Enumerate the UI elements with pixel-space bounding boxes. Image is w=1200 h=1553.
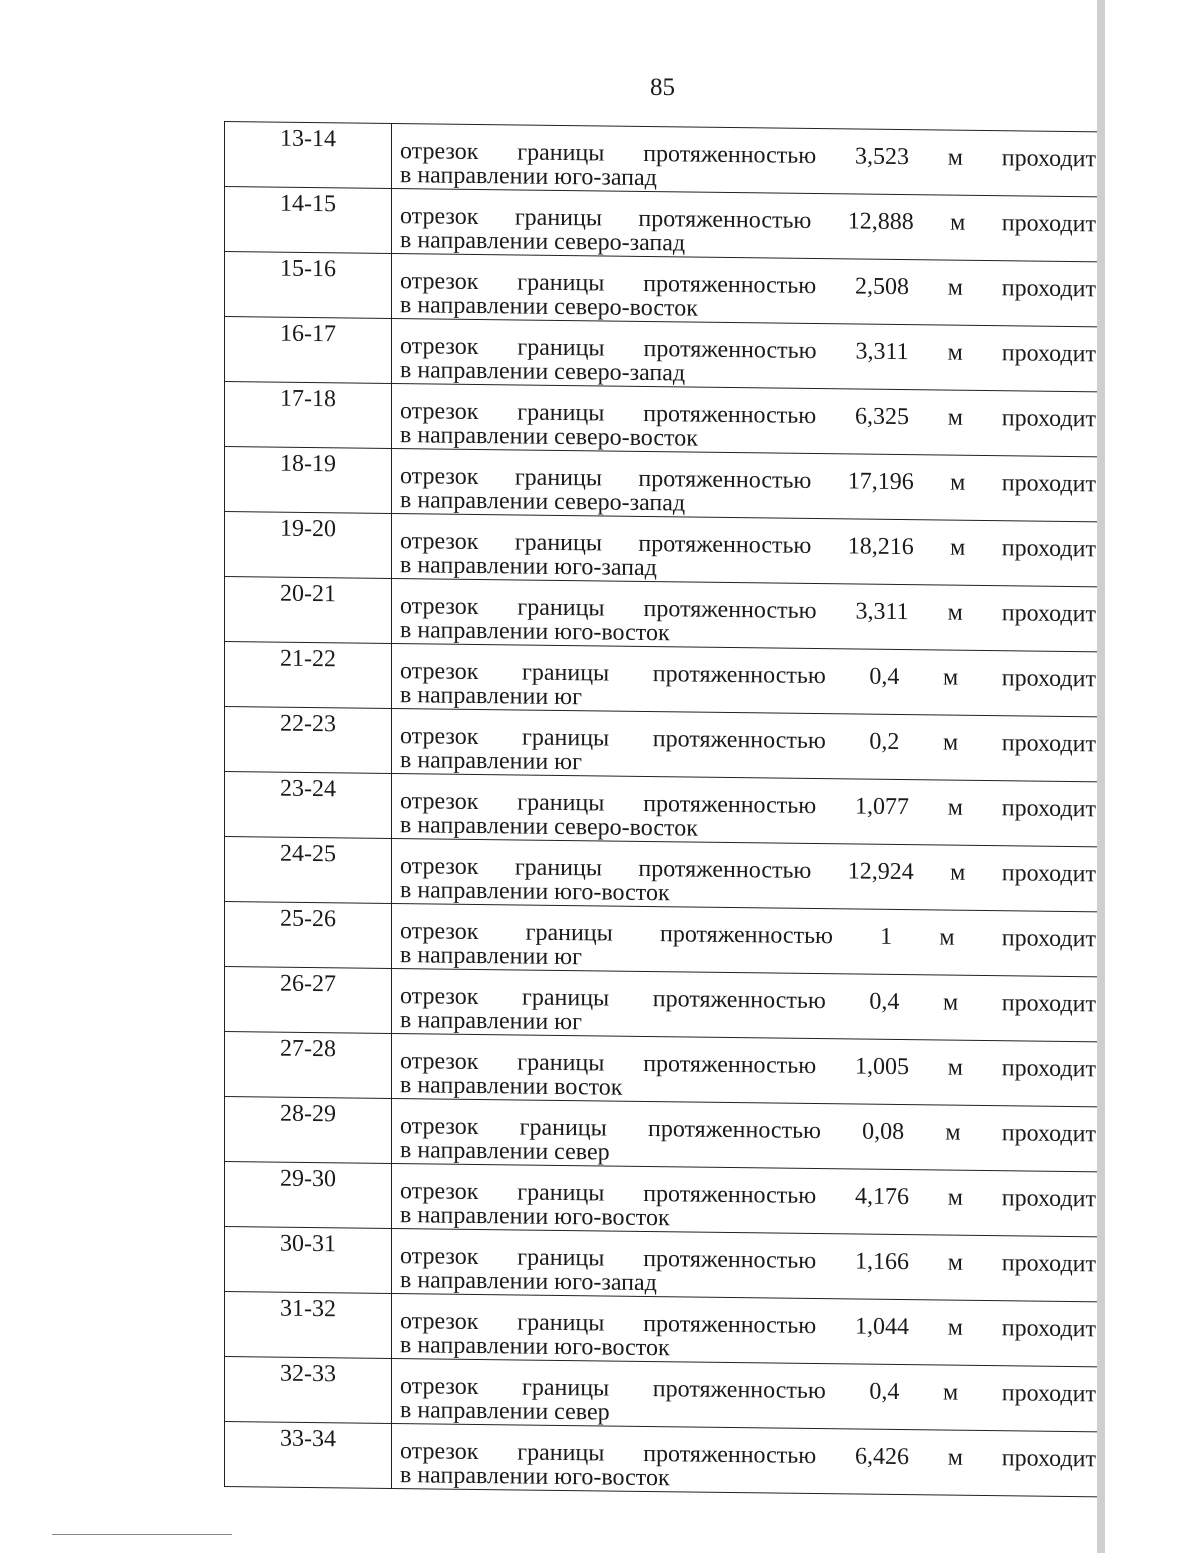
table-row	[225, 447, 1101, 522]
word-segment: отрезок	[400, 138, 479, 166]
description-cell	[392, 1228, 1101, 1301]
segment-label: 13-14	[280, 125, 336, 153]
direction-text: в направлении юго-восток	[400, 877, 670, 907]
description-cell	[392, 773, 1101, 846]
description-cell	[392, 1423, 1101, 1496]
segment-cell	[225, 252, 392, 319]
length-unit: м	[947, 599, 963, 626]
direction-text: в направлении юго-восток	[400, 1462, 670, 1492]
table-row	[225, 707, 1101, 782]
word-length: протяженностью	[643, 1245, 817, 1275]
description-cell	[392, 1098, 1101, 1171]
word-segment: отрезок	[400, 463, 479, 491]
table-row	[225, 317, 1101, 392]
length-unit: м	[942, 1379, 959, 1406]
word-length: протяженностью	[643, 270, 817, 300]
word-length: протяженностью	[643, 1310, 817, 1340]
table-row	[225, 642, 1101, 717]
length-value: 3,311	[855, 598, 909, 626]
length-unit: м	[947, 144, 963, 171]
segment-cell	[225, 1227, 392, 1294]
word-segment: отрезок	[400, 203, 479, 231]
description-cell	[392, 318, 1101, 391]
word-boundary: границы	[517, 1309, 605, 1337]
direction-text: в направлении юго-запад	[400, 162, 657, 192]
word-passes: проходит	[1001, 1185, 1096, 1213]
table-row	[225, 772, 1101, 847]
segment-label: 30-31	[280, 1230, 336, 1258]
direction-text: в направлении юго-восток	[400, 617, 670, 647]
length-unit: м	[947, 1249, 963, 1276]
description-cell	[392, 643, 1101, 716]
description-cell	[392, 578, 1101, 651]
length-value: 18,216	[847, 533, 914, 561]
word-length: протяженностью	[652, 661, 826, 690]
length-value: 1,044	[854, 1313, 909, 1341]
description-cell	[392, 903, 1101, 976]
word-boundary: границы	[519, 1114, 607, 1142]
segment-label: 22-23	[280, 710, 336, 738]
table-row	[225, 967, 1101, 1042]
description-cell	[392, 123, 1101, 196]
description-cell	[392, 188, 1101, 261]
table-row	[225, 1422, 1101, 1497]
word-segment: отрезок	[400, 1308, 479, 1336]
length-value: 12,888	[847, 208, 914, 236]
segment-label: 17-18	[280, 385, 336, 413]
length-unit: м	[950, 469, 966, 496]
length-value: 6,426	[854, 1443, 909, 1471]
word-boundary: границы	[517, 1179, 605, 1207]
segment-label: 24-25	[280, 840, 336, 868]
table-row	[225, 252, 1101, 327]
segment-label: 32-33	[280, 1360, 336, 1388]
word-length: протяженностью	[652, 986, 826, 1015]
word-passes: проходит	[1001, 1445, 1096, 1473]
length-unit: м	[947, 1444, 963, 1471]
word-passes: проходит	[1001, 730, 1096, 758]
word-boundary: границы	[517, 139, 605, 167]
table-row	[225, 1357, 1101, 1432]
direction-text: в направлении северо-восток	[400, 812, 698, 842]
word-segment: отрезок	[400, 788, 479, 816]
word-boundary: границы	[517, 399, 605, 427]
segment-label: 26-27	[280, 970, 336, 998]
table-row	[225, 187, 1101, 262]
segment-label: 29-30	[280, 1165, 336, 1193]
length-unit: м	[942, 989, 959, 1016]
segment-label: 21-22	[280, 645, 336, 673]
segment-cell	[225, 577, 392, 644]
word-segment: отрезок	[400, 1178, 479, 1206]
table-row	[225, 122, 1101, 197]
boundary-table-wrapper	[224, 121, 1101, 1497]
length-value: 12,924	[847, 858, 914, 886]
table-body	[225, 122, 1101, 1497]
word-passes: проходит	[1001, 925, 1096, 953]
table-row	[225, 1097, 1101, 1172]
word-boundary: границы	[514, 529, 602, 557]
word-boundary: границы	[517, 269, 605, 297]
word-passes: проходит	[1001, 1120, 1096, 1148]
length-value: 1	[880, 923, 893, 950]
word-passes: проходит	[1001, 1380, 1096, 1408]
description-cell	[392, 1033, 1101, 1106]
word-passes: проходит	[1001, 665, 1096, 693]
direction-text: в направлении северо-восток	[400, 292, 698, 322]
segment-label: 18-19	[280, 450, 336, 478]
word-passes: проходит	[1001, 145, 1096, 173]
segment-label: 19-20	[280, 515, 336, 543]
direction-text: в направлении восток	[400, 1072, 623, 1101]
word-passes: проходит	[1001, 860, 1096, 888]
direction-text: в направлении север	[400, 1397, 610, 1426]
length-value: 17,196	[847, 468, 914, 496]
direction-text: в направлении северо-запад	[400, 357, 686, 387]
word-segment: отрезок	[400, 918, 479, 946]
scan-edge-bar	[1097, 0, 1105, 1553]
word-length: протяженностью	[643, 790, 817, 820]
word-passes: проходит	[1001, 405, 1096, 433]
segment-label: 31-32	[280, 1295, 336, 1323]
length-unit: м	[947, 274, 963, 301]
word-boundary: границы	[514, 464, 602, 492]
table-row	[225, 1162, 1101, 1237]
segment-cell	[225, 772, 392, 839]
direction-text: в направлении юго-запад	[400, 1267, 657, 1297]
word-length: протяженностью	[643, 1050, 817, 1080]
word-boundary: границы	[522, 984, 610, 1012]
table-row	[225, 577, 1101, 652]
word-length: протяженностью	[638, 465, 812, 494]
segment-cell	[225, 1032, 392, 1099]
segment-cell	[225, 642, 392, 709]
segment-cell	[225, 122, 392, 189]
table-row	[225, 512, 1101, 587]
word-passes: проходит	[1001, 470, 1096, 498]
word-boundary: границы	[522, 724, 610, 752]
direction-text: в направлении северо-запад	[400, 487, 686, 517]
segment-cell	[225, 382, 392, 449]
boundary-segments-table	[224, 121, 1101, 1497]
segment-cell	[225, 1162, 392, 1229]
word-segment: отрезок	[400, 1113, 479, 1141]
word-passes: проходит	[1001, 535, 1096, 563]
footnote-rule	[52, 1534, 232, 1535]
word-segment: отрезок	[400, 398, 479, 426]
segment-cell	[225, 837, 392, 904]
word-length: протяженностью	[638, 205, 812, 234]
segment-cell	[225, 317, 392, 384]
word-boundary: границы	[517, 1244, 605, 1272]
word-boundary: границы	[522, 1374, 610, 1402]
direction-text: в направлении северо-запад	[400, 227, 686, 257]
direction-text: в направлении юго-восток	[400, 1202, 670, 1232]
description-cell	[392, 1163, 1101, 1236]
word-boundary: границы	[517, 1049, 605, 1077]
length-value: 1,005	[854, 1053, 909, 1081]
segment-cell	[225, 447, 392, 514]
table-row	[225, 1032, 1101, 1107]
word-passes: проходит	[1001, 795, 1096, 823]
word-boundary: границы	[522, 659, 610, 687]
word-segment: отрезок	[400, 658, 479, 686]
direction-text: в направлении север	[400, 1137, 610, 1166]
description-cell	[392, 708, 1101, 781]
direction-text: в направлении юг	[400, 682, 582, 711]
word-segment: отрезок	[400, 853, 479, 881]
length-value: 0,4	[869, 1378, 900, 1406]
segment-cell	[225, 1357, 392, 1424]
direction-text: в направлении юг	[400, 747, 582, 776]
word-passes: проходит	[1001, 340, 1096, 368]
segment-cell	[225, 707, 392, 774]
direction-text: в направлении северо-восток	[400, 422, 698, 452]
word-length: протяженностью	[643, 400, 817, 430]
word-segment: отрезок	[400, 1243, 479, 1271]
word-boundary: границы	[517, 334, 605, 362]
segment-label: 25-26	[280, 905, 336, 933]
table-row	[225, 1292, 1101, 1367]
word-length: протяженностью	[643, 1180, 817, 1210]
word-length: протяженностью	[643, 140, 817, 170]
word-boundary: границы	[514, 204, 602, 232]
word-length: протяженностью	[643, 335, 817, 365]
word-boundary: границы	[514, 854, 602, 882]
word-passes: проходит	[1001, 210, 1096, 238]
description-cell	[392, 448, 1101, 521]
length-unit: м	[947, 339, 963, 366]
segment-cell	[225, 1422, 392, 1489]
segment-label: 14-15	[280, 190, 336, 218]
word-segment: отрезок	[400, 593, 479, 621]
word-length: протяженностью	[638, 530, 812, 559]
direction-text: в направлении юго-запад	[400, 552, 657, 582]
description-cell	[392, 253, 1101, 326]
length-unit: м	[947, 1314, 963, 1341]
length-unit: м	[947, 794, 963, 821]
word-boundary: границы	[517, 594, 605, 622]
word-length: протяженностью	[638, 855, 812, 884]
description-cell	[392, 968, 1101, 1041]
length-unit: м	[939, 924, 955, 951]
length-value: 0,4	[869, 988, 900, 1016]
segment-cell	[225, 1292, 392, 1359]
word-length: протяженностью	[652, 726, 826, 755]
table-row	[225, 382, 1101, 457]
direction-text: в направлении юго-восток	[400, 1332, 670, 1362]
length-value: 3,523	[854, 143, 909, 171]
length-unit: м	[950, 209, 966, 236]
segment-label: 15-16	[280, 255, 336, 283]
table-row	[225, 902, 1101, 977]
length-unit: м	[947, 1054, 963, 1081]
word-passes: проходит	[1001, 990, 1096, 1018]
word-segment: отрезок	[400, 1373, 479, 1401]
segment-label: 33-34	[280, 1425, 336, 1453]
segment-label: 20-21	[280, 580, 336, 608]
word-length: протяженностью	[659, 921, 833, 950]
segment-cell	[225, 1097, 392, 1164]
word-passes: проходит	[1001, 275, 1096, 303]
direction-text: в направлении юг	[400, 1007, 582, 1036]
segment-cell	[225, 512, 392, 579]
length-value: 2,508	[854, 273, 909, 301]
segment-cell	[225, 187, 392, 254]
page-number: 85	[650, 74, 675, 101]
length-unit: м	[947, 1184, 963, 1211]
table-row	[225, 1227, 1101, 1302]
length-unit: м	[950, 534, 966, 561]
word-passes: проходит	[1001, 1315, 1096, 1343]
direction-text: в направлении юг	[400, 942, 582, 971]
word-boundary: границы	[517, 789, 605, 817]
length-value: 0,4	[869, 663, 900, 691]
word-segment: отрезок	[400, 268, 479, 296]
word-segment: отрезок	[400, 1048, 479, 1076]
word-segment: отрезок	[400, 723, 479, 751]
length-value: 0,08	[862, 1118, 905, 1146]
description-cell	[392, 1358, 1101, 1431]
segment-label: 23-24	[280, 775, 336, 803]
description-cell	[392, 838, 1101, 911]
length-value: 1,077	[854, 793, 909, 821]
length-unit: м	[947, 404, 963, 431]
segment-cell	[225, 902, 392, 969]
word-passes: проходит	[1001, 1055, 1096, 1083]
word-length: протяженностью	[643, 595, 817, 625]
length-value: 6,325	[854, 403, 909, 431]
length-unit: м	[942, 664, 959, 691]
length-unit: м	[950, 859, 966, 886]
segment-label: 27-28	[280, 1035, 336, 1063]
word-length: протяженностью	[652, 1376, 826, 1405]
length-value: 0,2	[869, 728, 900, 756]
segment-label: 16-17	[280, 320, 336, 348]
length-unit: м	[942, 729, 959, 756]
word-passes: проходит	[1001, 1250, 1096, 1278]
word-segment: отрезок	[400, 1438, 479, 1466]
segment-label: 28-29	[280, 1100, 336, 1128]
word-segment: отрезок	[400, 333, 479, 361]
word-length: протяженностью	[647, 1116, 821, 1145]
word-boundary: границы	[517, 1439, 605, 1467]
word-length: протяженностью	[643, 1440, 817, 1470]
word-boundary: границы	[525, 919, 613, 947]
description-cell	[392, 513, 1101, 586]
word-segment: отрезок	[400, 528, 479, 556]
description-cell	[392, 383, 1101, 456]
word-passes: проходит	[1001, 600, 1096, 628]
length-value: 3,311	[855, 338, 909, 366]
length-unit: м	[945, 1119, 961, 1146]
length-value: 1,166	[854, 1248, 909, 1276]
description-cell	[392, 1293, 1101, 1366]
length-value: 4,176	[854, 1183, 909, 1211]
table-row	[225, 837, 1101, 912]
segment-cell	[225, 967, 392, 1034]
word-segment: отрезок	[400, 983, 479, 1011]
